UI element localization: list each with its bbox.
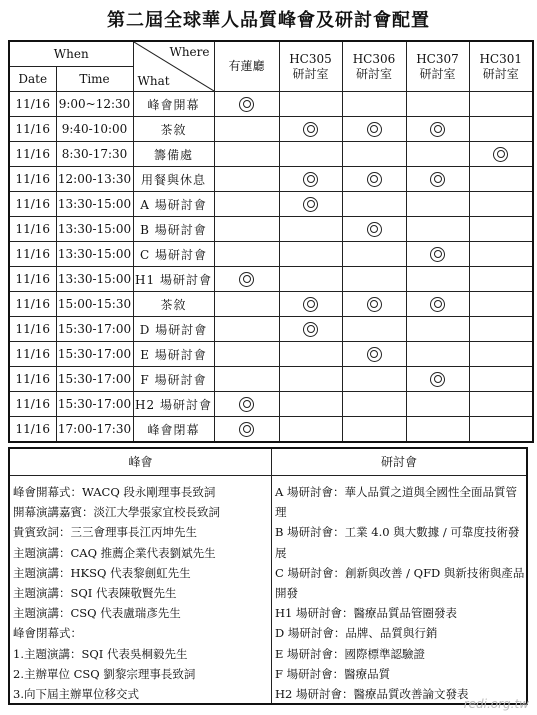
date-header: Date <box>9 67 56 92</box>
double-circle-icon <box>430 372 445 387</box>
double-circle-icon <box>367 172 382 187</box>
time-cell: 15:30-17:00 <box>56 367 133 392</box>
room-cell <box>279 167 342 192</box>
room-cell <box>279 117 342 142</box>
list-item: F 場研討會：醫療品質 <box>275 666 391 681</box>
time-cell: 15:30-17:00 <box>56 342 133 367</box>
room-cell <box>342 267 406 292</box>
event-cell: 峰會開幕 <box>133 92 214 117</box>
header-row <box>9 41 533 67</box>
table-row <box>9 392 533 417</box>
double-circle-icon <box>303 297 318 312</box>
double-circle-icon <box>303 172 318 187</box>
room-cell <box>279 317 342 342</box>
list-item: 主題演講：CAQ 推薦企業代表劉斌先生 <box>13 545 216 560</box>
table-row <box>9 217 533 242</box>
date-cell: 11/16 <box>9 267 56 292</box>
table-row <box>9 292 533 317</box>
date-cell: 11/16 <box>9 392 56 417</box>
date-cell: 11/16 <box>9 217 56 242</box>
room-name: HC306 <box>352 51 396 66</box>
schedule-table <box>8 40 534 443</box>
room-cell <box>214 192 279 217</box>
list-item: E 場研討會：國際標準認驗證 <box>275 646 426 661</box>
room-name: HC301 <box>479 51 523 66</box>
room-cell <box>342 292 406 317</box>
room-cell <box>469 117 533 142</box>
list-item: 1.主題演講：SQI 代表吳桐毅先生 <box>13 646 188 661</box>
room-cell <box>406 317 469 342</box>
date-cell: 11/16 <box>9 142 56 167</box>
room-cell <box>279 142 342 167</box>
time-cell: 17:00-17:30 <box>56 417 133 443</box>
room-cell <box>214 267 279 292</box>
seminar-column <box>272 449 526 703</box>
room-cell <box>406 92 469 117</box>
room-name: HC305 <box>289 51 332 66</box>
room-cell <box>469 142 533 167</box>
room-cell <box>469 167 533 192</box>
room-header <box>279 41 342 92</box>
time-cell: 15:00-15:30 <box>56 292 133 317</box>
room-cell <box>469 342 533 367</box>
list-item: 開幕演講嘉賓：淡江大學張家宜校長致詞 <box>13 505 220 520</box>
room-cell <box>214 167 279 192</box>
summit-column <box>10 449 272 703</box>
time-cell: 9:40-10:00 <box>56 117 133 142</box>
room-cell <box>279 417 342 443</box>
time-cell: 8:30-17:30 <box>56 142 133 167</box>
double-circle-icon <box>303 322 318 337</box>
room-cell <box>406 392 469 417</box>
room-cell <box>342 117 406 142</box>
room-cell <box>214 292 279 317</box>
time-cell: 13:30-15:00 <box>56 267 133 292</box>
room-cell <box>406 242 469 267</box>
double-circle-icon <box>367 347 382 362</box>
room-cell <box>469 367 533 392</box>
time-cell: 15:30-17:00 <box>56 317 133 342</box>
double-circle-icon <box>430 247 445 262</box>
list-item: B 場研討會：工業 4.0 與大數據 / 可靠度技術發展 <box>275 525 520 560</box>
room-cell <box>342 92 406 117</box>
table-row <box>9 192 533 217</box>
room-cell <box>342 142 406 167</box>
where-label: Where <box>169 45 210 59</box>
date-cell: 11/16 <box>9 242 56 267</box>
double-circle-icon <box>493 147 508 162</box>
table-row <box>9 342 533 367</box>
room-cell <box>342 167 406 192</box>
room-cell <box>406 417 469 443</box>
time-cell: 12:00-13:30 <box>56 167 133 192</box>
room-cell <box>214 392 279 417</box>
event-cell: E 場研討會 <box>133 342 214 367</box>
time-cell: 13:30-15:00 <box>56 217 133 242</box>
table-row <box>9 92 533 117</box>
double-circle-icon <box>303 197 318 212</box>
room-cell <box>279 342 342 367</box>
room-cell <box>214 367 279 392</box>
event-cell: 峰會閉幕 <box>133 417 214 443</box>
list-item: D 場研討會：品牌、品質與行銷 <box>275 626 438 641</box>
date-cell: 11/16 <box>9 167 56 192</box>
room-cell <box>279 92 342 117</box>
summit-list <box>10 476 271 704</box>
list-item: H1 場研討會：醫療品質品管圈發表 <box>275 606 457 621</box>
room-header <box>214 41 279 92</box>
room-cell <box>342 317 406 342</box>
list-item: 3.向下屆主辦單位移交式 <box>13 687 139 702</box>
double-circle-icon <box>430 297 445 312</box>
time-cell: 13:30-15:00 <box>56 192 133 217</box>
when-header: When <box>9 41 133 67</box>
table-row <box>9 317 533 342</box>
room-cell <box>342 242 406 267</box>
room-cell <box>279 267 342 292</box>
list-item: 峰會閉幕式： <box>13 626 82 641</box>
time-cell: 9:00~12:30 <box>56 92 133 117</box>
room-cell <box>279 217 342 242</box>
details-panel <box>8 447 528 705</box>
room-header <box>406 41 469 92</box>
page-title: 第二屆全球華人品質峰會及研討會配置 <box>107 10 430 31</box>
list-item: 2.主辦單位 CSQ 劉黎宗理事長致詞 <box>13 666 196 681</box>
room-cell <box>469 92 533 117</box>
room-cell <box>342 417 406 443</box>
room-cell <box>469 317 533 342</box>
room-cell <box>342 392 406 417</box>
room-type: 研討室 <box>419 66 456 81</box>
date-cell: 11/16 <box>9 92 56 117</box>
room-cell <box>406 267 469 292</box>
room-name: HC307 <box>416 51 459 66</box>
event-cell: 茶敘 <box>133 117 214 142</box>
double-circle-icon <box>239 397 254 412</box>
room-cell <box>279 242 342 267</box>
watermark: redi.org.tw <box>463 697 529 711</box>
event-cell: H2 場研討會 <box>133 392 214 417</box>
room-cell <box>214 117 279 142</box>
room-cell <box>406 217 469 242</box>
date-cell: 11/16 <box>9 342 56 367</box>
double-circle-icon <box>239 97 254 112</box>
room-type: 研討室 <box>292 66 329 81</box>
double-circle-icon <box>303 122 318 137</box>
date-cell: 11/16 <box>9 292 56 317</box>
event-cell: 用餐與休息 <box>133 167 214 192</box>
table-row <box>9 167 533 192</box>
room-cell <box>342 217 406 242</box>
room-cell <box>406 292 469 317</box>
room-name: 有蓮廳 <box>228 59 265 73</box>
table-row <box>9 242 533 267</box>
what-label: What <box>137 74 170 88</box>
summit-heading: 峰會 <box>10 449 271 476</box>
double-circle-icon <box>367 222 382 237</box>
room-cell <box>406 342 469 367</box>
event-cell: D 場研討會 <box>133 317 214 342</box>
event-cell: F 場研討會 <box>133 367 214 392</box>
room-cell <box>214 317 279 342</box>
event-cell: 籌備處 <box>133 142 214 167</box>
date-cell: 11/16 <box>9 192 56 217</box>
schedule-body <box>9 92 533 443</box>
room-cell <box>279 192 342 217</box>
room-cell <box>214 217 279 242</box>
room-cell <box>214 242 279 267</box>
list-item: 主題演講：CSQ 代表盧瑞彥先生 <box>13 606 181 621</box>
room-cell <box>469 217 533 242</box>
list-item: 主題演講：SQI 代表陳敬賢先生 <box>13 586 177 601</box>
double-circle-icon <box>367 122 382 137</box>
table-row <box>9 367 533 392</box>
room-cell <box>406 192 469 217</box>
list-item: 峰會開幕式：WACQ 段永剛理事長致詞 <box>13 485 216 499</box>
room-cell <box>214 342 279 367</box>
room-header <box>469 41 533 92</box>
room-type: 研討室 <box>482 66 519 81</box>
double-circle-icon <box>430 122 445 137</box>
room-cell <box>469 242 533 267</box>
time-cell: 13:30-15:00 <box>56 242 133 267</box>
room-cell <box>406 117 469 142</box>
room-type: 研討室 <box>355 66 392 81</box>
room-cell <box>214 92 279 117</box>
list-item: H2 場研討會：醫療品質改善論文發表 <box>275 687 469 702</box>
event-cell: C 場研討會 <box>133 242 214 267</box>
room-cell <box>342 342 406 367</box>
room-cell <box>342 192 406 217</box>
room-cell <box>279 392 342 417</box>
list-item: A 場研討會：華人品質之道與全國性全面品質管理 <box>275 485 517 520</box>
seminar-list <box>272 476 526 704</box>
room-cell <box>279 367 342 392</box>
room-header <box>342 41 406 92</box>
room-cell <box>469 417 533 443</box>
double-circle-icon <box>367 297 382 312</box>
table-row <box>9 267 533 292</box>
seminar-heading: 研討會 <box>272 449 526 476</box>
event-cell: H1 場研討會 <box>133 267 214 292</box>
list-item: C 場研討會：創新與改善 / QFD 與新技術與產品開發 <box>275 565 525 601</box>
room-cell <box>406 167 469 192</box>
double-circle-icon <box>430 172 445 187</box>
date-cell: 11/16 <box>9 417 56 443</box>
room-cell <box>469 292 533 317</box>
room-cell <box>406 367 469 392</box>
double-circle-icon <box>239 422 254 437</box>
where-what-header <box>133 41 214 92</box>
list-item: 貴賓致詞：三三會理事長江丙坤先生 <box>13 525 197 540</box>
room-cell <box>469 392 533 417</box>
room-cell <box>214 142 279 167</box>
table-row <box>9 117 533 142</box>
list-item: 主題演講：HKSQ 代表黎劍虹先生 <box>13 565 191 580</box>
date-cell: 11/16 <box>9 367 56 392</box>
room-cell <box>469 267 533 292</box>
table-row <box>9 417 533 443</box>
room-cell <box>406 142 469 167</box>
room-cell <box>469 192 533 217</box>
time-header: Time <box>56 67 133 92</box>
event-cell: A 場研討會 <box>133 192 214 217</box>
room-cell <box>214 417 279 443</box>
event-cell: 茶敘 <box>133 292 214 317</box>
table-row <box>9 142 533 167</box>
double-circle-icon <box>239 272 254 287</box>
room-cell <box>342 367 406 392</box>
date-cell: 11/16 <box>9 317 56 342</box>
date-cell: 11/16 <box>9 117 56 142</box>
event-cell: B 場研討會 <box>133 217 214 242</box>
room-cell <box>279 292 342 317</box>
time-cell: 15:30-17:00 <box>56 392 133 417</box>
